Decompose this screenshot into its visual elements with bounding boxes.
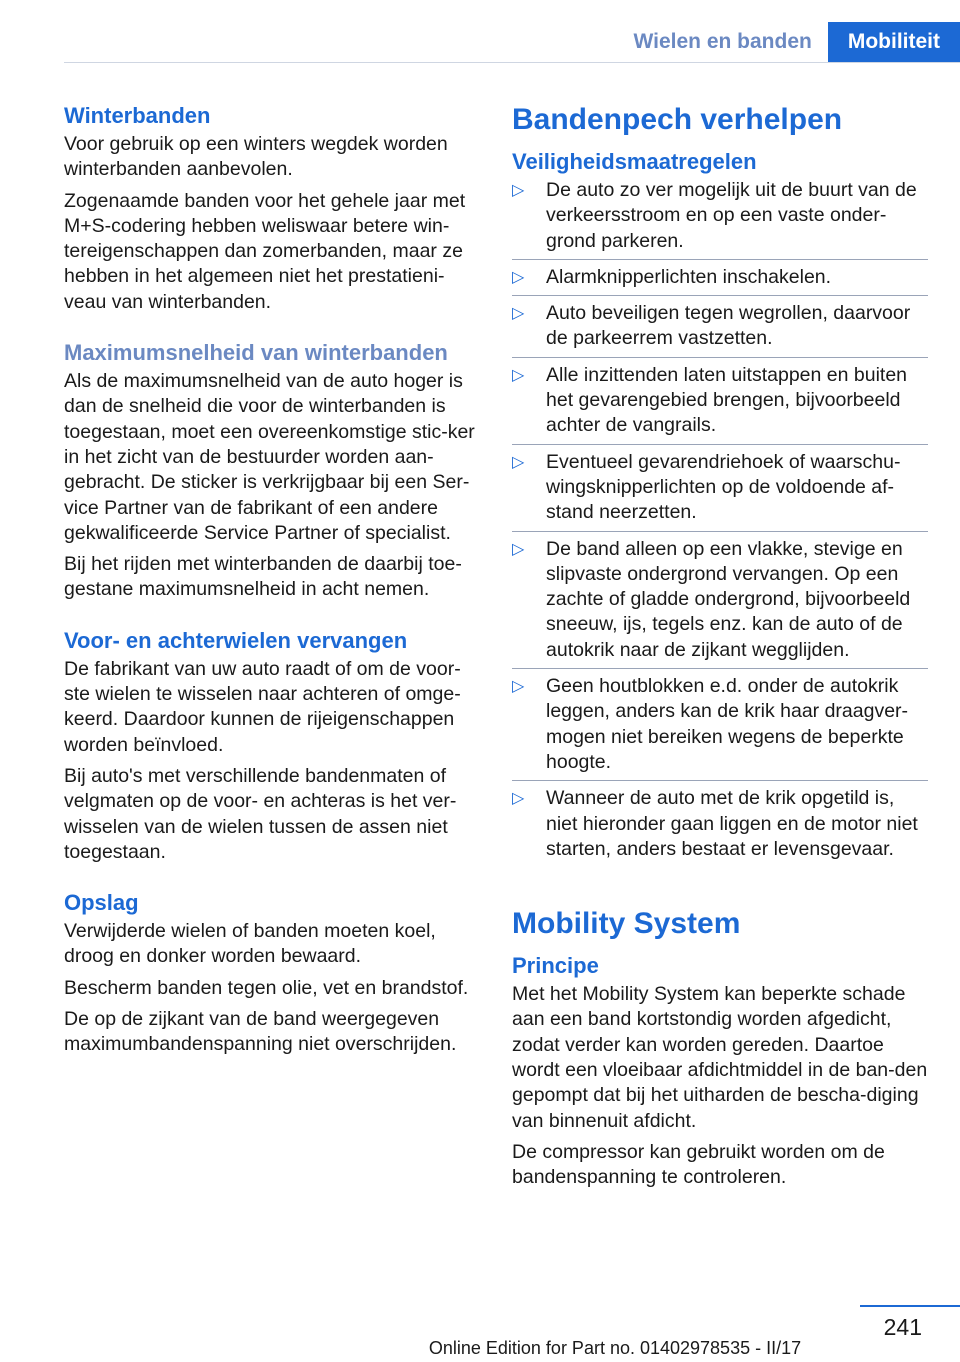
list-item-text: De auto zo ver mogelijk uit de buurt van de verkeersstroom en op een vaste onder‐grond parkeren.: [546, 179, 917, 252]
triangle-bullet-icon: ▷: [512, 182, 525, 199]
footer-rule: [860, 1305, 960, 1307]
page-number: 241: [883, 1314, 922, 1340]
triangle-bullet-icon: ▷: [512, 453, 525, 471]
mobility-system-heading: Mobility System: [512, 907, 741, 941]
header-rule: [64, 62, 960, 63]
puncture-heading: Bandenpech verhelpen: [512, 103, 843, 136]
list-item: [512, 265, 928, 296]
list-item: [512, 301, 928, 358]
list-item-text: Alarmknipperlichten inschakelen.: [546, 265, 832, 288]
winter-tires-paragraph-1: Voor gebruik op een winters wegdek worden winterbanden aanbevolen.: [64, 133, 448, 181]
storage-heading: Opslag: [64, 890, 139, 916]
triangle-bullet-icon: ▷: [512, 305, 525, 323]
list-item-text: De band alleen op een vlakke, stevige en slipvaste ondergrond vervangen. Op een zachte of gladde ondergrond, bijvoorbeeld sneeuw, ijs, tegels enz. kan de auto of de autokrik naar de zijkant wegglijden.: [546, 537, 911, 661]
list-item: [512, 674, 928, 781]
header-section-label: Wielen en banden: [618, 22, 828, 62]
triangle-bullet-icon: ▷: [512, 790, 525, 808]
spacer: [64, 321, 480, 339]
list-item: [512, 450, 928, 532]
list-item: [512, 363, 928, 445]
list-item: [512, 178, 928, 260]
storage-paragraph-1: Verwijderde wielen of banden moeten koel, droog en donker worden bewaard.: [64, 920, 436, 968]
list-item-text: Alle inzittenden laten uitstappen en buiten het gevarengebied brengen, bijvoorbeeld achter de vangrails.: [546, 363, 908, 437]
left-column: [64, 102, 480, 1064]
list-item-text: Eventueel gevarendriehoek of waarschu‐wingsknipperlichten op de voldoende af‐stand neerzetten.: [546, 450, 901, 524]
triangle-bullet-icon: ▷: [512, 268, 525, 286]
list-item-text: Wanneer de auto met de krik opgetild is, niet hieronder gaan liggen en de motor niet starten, anders bestaat er levensgevaar.: [546, 787, 918, 860]
list-item-text: Geen houtblokken e.d. onder de autokrik leggen, anders kan de krik haar draagver‐mogen niet bereiken wegens de beperkte hoogte.: [546, 675, 909, 773]
storage-paragraph-2: Bescherm banden tegen olie, vet en brandstof.: [64, 976, 469, 999]
safety-heading: Veiligheidsmaatregelen: [512, 149, 757, 174]
max-speed-paragraph-2: Bij het rijden met winterbanden de daarbij toe‐gestane maximumsnelheid in acht nemen.: [64, 553, 462, 601]
right-column: [512, 102, 928, 1197]
triangle-bullet-icon: ▷: [512, 540, 525, 558]
winter-tires-heading: Winterbanden: [64, 103, 211, 128]
header-chapter-label: Mobiliteit: [828, 22, 960, 62]
principle-paragraph-2: De compressor kan gebruikt worden om de bandenspanning te controleren.: [512, 1140, 885, 1189]
edition-note: Online Edition for Part no. 01402978535 - II/17: [428, 1338, 802, 1358]
wheel-swap-heading: Voor- en achterwielen vervangen: [64, 627, 408, 653]
safety-list: [512, 178, 928, 867]
triangle-bullet-icon: ▷: [512, 366, 525, 384]
max-speed-heading: Maximumsnelheid van winterbanden: [64, 340, 448, 366]
running-header: [618, 22, 960, 62]
list-item-text: Auto beveiligen tegen wegrollen, daarvoor de parkeerrem vastzetten.: [546, 302, 911, 350]
max-speed-paragraph-1: Als de maximumsnelheid van de auto hoger is dan de snelheid die voor de winterbanden is toegestaan, moet een overeenkomstige stic‐ker in het zicht van de bestuurder worden aan‐gebracht. De sticker is verkrijgbaar bij een Ser‐vice Partner van de fabrikant of een andere gekwalificeerde Service Partner of specialist.: [64, 370, 475, 544]
list-item: [512, 786, 928, 867]
principle-heading: Principe: [512, 953, 599, 979]
wheel-swap-paragraph-2: Bij auto's met verschillende bandenmaten of velgmaten op de voor- en achteras is het ver‐wisselen van de wielen tussen de assen niet toegestaan.: [64, 764, 457, 863]
triangle-bullet-icon: ▷: [512, 678, 525, 696]
storage-paragraph-3: De op de zijkant van de band weergegeven maximumbandenspanning niet overschrijden.: [64, 1008, 457, 1056]
spacer: [64, 871, 480, 889]
winter-tires-paragraph-2: Zogenaamde banden voor het gehele jaar met M+S-codering hebben weliswaar betere win‐tereigenschappen dan zomerbanden, maar ze hebben in het algemeen niet het prestatieni‐veau van winterbanden.: [64, 189, 466, 313]
spacer: [64, 609, 480, 627]
list-item: [512, 537, 928, 669]
wheel-swap-paragraph-1: De fabrikant van uw auto raadt of om de voor‐ste wielen te wisselen naar achteren of omge‐keerd. Daardoor kunnen de rijeigenschappen worden beïnvloed.: [64, 657, 461, 756]
principle-paragraph-1: Met het Mobility System kan beperkte schade aan een band kortstondig worden afgedicht, zodat verder kan worden gereden. Daartoe wordt een vloeibaar afdichtmiddel in de ban‐den gepompt dat bij het uitharden de bescha‐diging van binnenuit afdicht.: [512, 983, 928, 1132]
spacer: [512, 872, 928, 906]
